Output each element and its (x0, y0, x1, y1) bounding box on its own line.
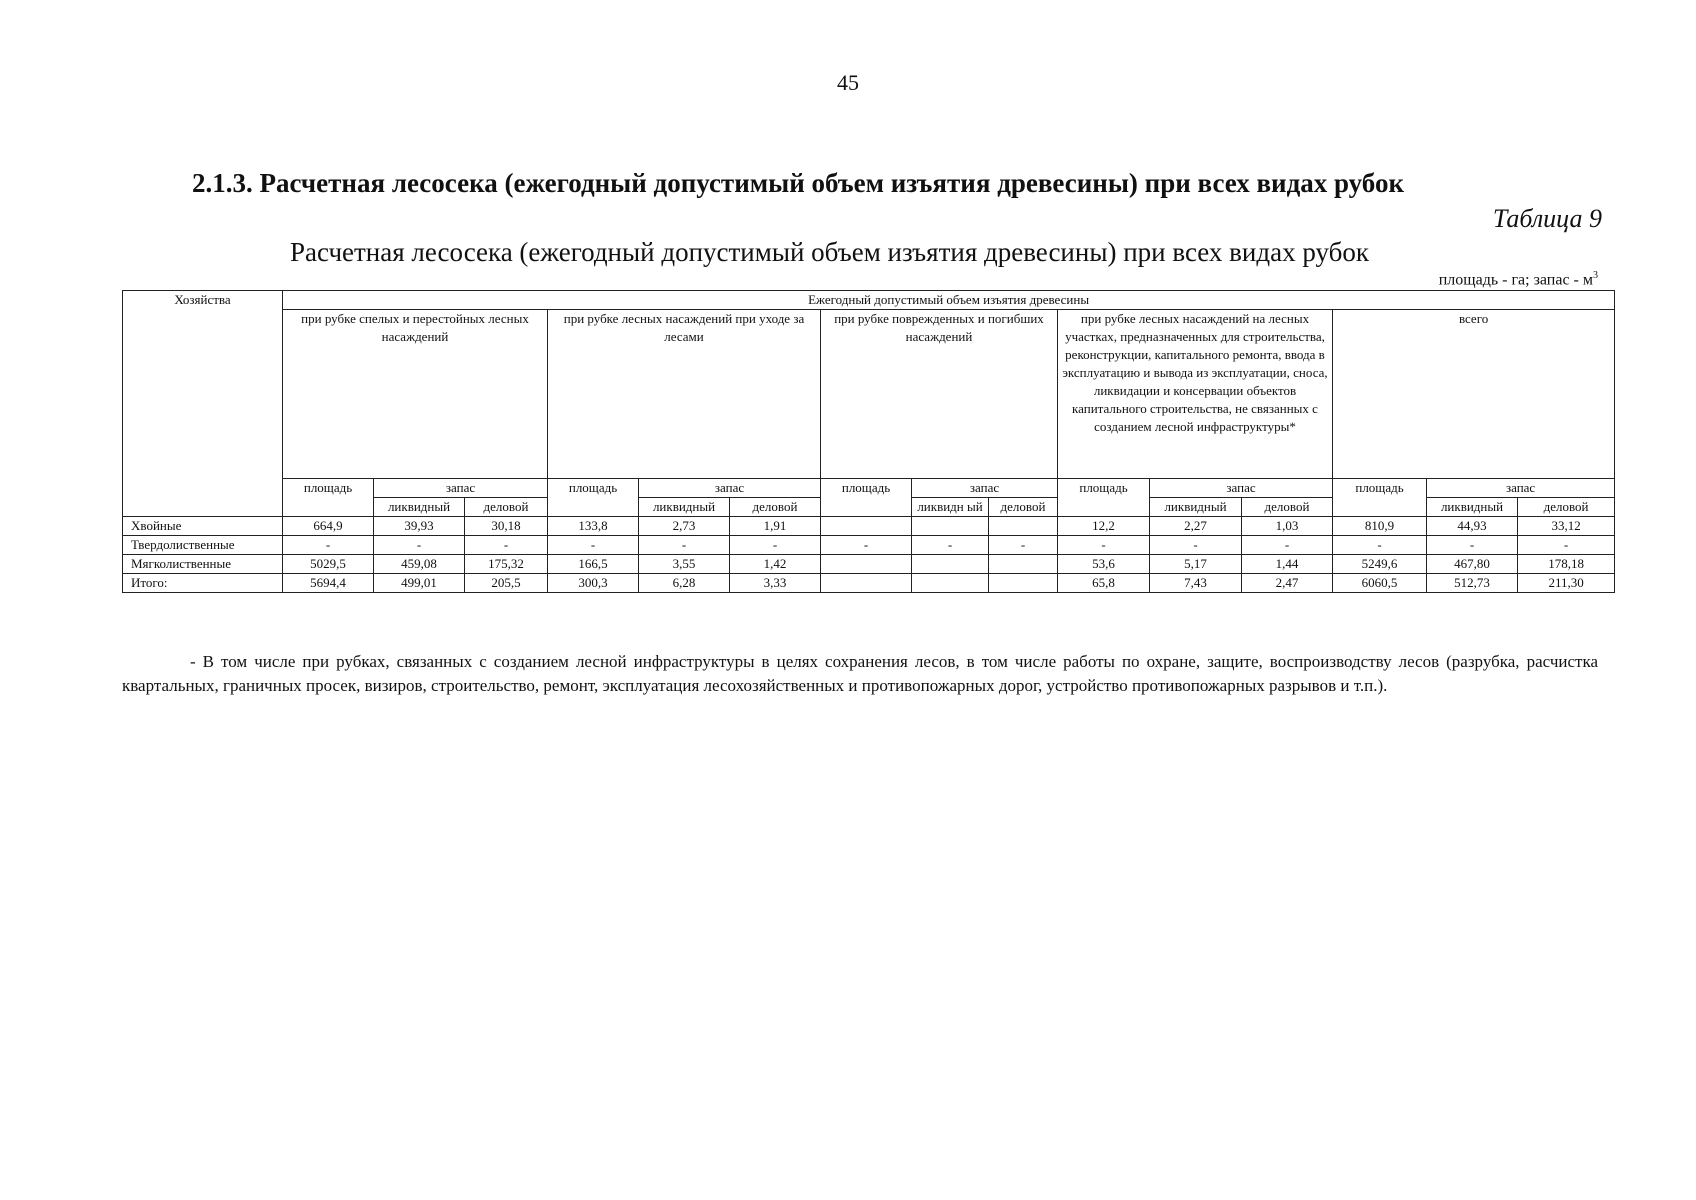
row-farm-name: Мягколиственные (123, 555, 283, 574)
table-cell: - (548, 536, 639, 555)
table-cell (912, 555, 989, 574)
header-group-construction: при рубке лесных насаждений на лесных участках, предназначенных для строительства, реконструкции, капитального ремонта, ввода в эксплуатацию и вывода из эксплуатации, сноса, ликвидации и консервации объектов капитального строительства, не связанных с созданием лесной инфраструктуры* (1058, 310, 1333, 479)
table-cell: 205,5 (465, 574, 548, 593)
table-cell (989, 517, 1058, 536)
table-cell: 175,32 (465, 555, 548, 574)
table-cell: 166,5 (548, 555, 639, 574)
table-cell: - (1150, 536, 1242, 555)
table-caption: Расчетная лесосека (ежегодный допустимый объем изъятия древесины) при всех видах рубок (290, 237, 1369, 267)
header-annual-volume: Ежегодный допустимый объем изъятия древесины (283, 291, 1615, 310)
header-row-main (123, 291, 1615, 310)
header-stock: запас (1427, 479, 1615, 498)
header-business: деловой (1242, 498, 1333, 517)
table-cell: 2,27 (1150, 517, 1242, 536)
table-cell: 39,93 (374, 517, 465, 536)
page-number: 45 (837, 70, 859, 95)
header-business: деловой (1518, 498, 1615, 517)
table-cell: 2,47 (1242, 574, 1333, 593)
header-stock: запас (639, 479, 821, 498)
table-cell: - (912, 536, 989, 555)
table-row (123, 574, 1615, 593)
table-cell: - (283, 536, 374, 555)
table-cell: - (374, 536, 465, 555)
table-cell: 1,44 (1242, 555, 1333, 574)
units-note (1439, 270, 1598, 289)
table-cell: - (730, 536, 821, 555)
table-cell: - (1518, 536, 1615, 555)
header-area: площадь (821, 479, 912, 517)
table-cell: 3,33 (730, 574, 821, 593)
row-farm-name: Итого: (123, 574, 283, 593)
table-cell: 664,9 (283, 517, 374, 536)
header-stock: запас (912, 479, 1058, 498)
table-cell: 53,6 (1058, 555, 1150, 574)
header-row-area-stock (123, 479, 1615, 498)
table-row (123, 536, 1615, 555)
table-cell: 6,28 (639, 574, 730, 593)
table-cell: - (821, 536, 912, 555)
table-cell: 65,8 (1058, 574, 1150, 593)
table-cell: 211,30 (1518, 574, 1615, 593)
header-liquid: ликвидный (639, 498, 730, 517)
table-cell (989, 555, 1058, 574)
header-liquid: ликвидный (1150, 498, 1242, 517)
table-cell: 33,12 (1518, 517, 1615, 536)
table-cell: - (1242, 536, 1333, 555)
header-stock: запас (374, 479, 548, 498)
header-area: площадь (548, 479, 639, 517)
table-cell (821, 517, 912, 536)
table-row (123, 517, 1615, 536)
table-label: Таблица 9 (1492, 204, 1602, 233)
units-note-text: площадь - га; запас - м (1438, 271, 1593, 289)
header-business: деловой (989, 498, 1058, 517)
header-business: деловой (730, 498, 821, 517)
table-cell: 2,73 (639, 517, 730, 536)
header-farms: Хозяйства (123, 291, 283, 517)
table-cell: 1,91 (730, 517, 821, 536)
table-cell: 12,2 (1058, 517, 1150, 536)
footnote: - В том числе при рубках, связанных с созданием лесной инфраструктуры в целях сохранения лесов, в том числе работы по охране, защите, воспроизводству лесов (разрубка, расчистка квартальных, граничных просек, визиров, строительство, ремонт, эксплуатация лесохозяйственных и противопожарных дорог, устройство противопожарных разрывов и т.п.). (122, 652, 1598, 695)
section-heading: 2.1.3. Расчетная лесосека (ежегодный допустимый объем изъятия древесины) при всех видах рубок (192, 168, 1405, 198)
header-group-care: при рубке лесных насаждений при уходе за лесами (548, 310, 821, 479)
table-cell: 5249,6 (1333, 555, 1427, 574)
allowable-cut-table (122, 290, 1615, 593)
table-cell: - (1058, 536, 1150, 555)
table-cell (989, 574, 1058, 593)
row-farm-name: Твердолиственные (123, 536, 283, 555)
table-cell: - (465, 536, 548, 555)
table-cell: 133,8 (548, 517, 639, 536)
table-cell: 810,9 (1333, 517, 1427, 536)
table-cell (821, 574, 912, 593)
table-cell: 6060,5 (1333, 574, 1427, 593)
table-cell: 44,93 (1427, 517, 1518, 536)
table-cell: 1,42 (730, 555, 821, 574)
table-cell (912, 517, 989, 536)
table-cell: 5029,5 (283, 555, 374, 574)
header-liquid: ликвидный (374, 498, 465, 517)
table-cell: 512,73 (1427, 574, 1518, 593)
table-cell: 3,55 (639, 555, 730, 574)
table-cell: 7,43 (1150, 574, 1242, 593)
table-cell: 5,17 (1150, 555, 1242, 574)
header-row-groups (123, 310, 1615, 479)
table-cell: 178,18 (1518, 555, 1615, 574)
table-cell: - (639, 536, 730, 555)
header-area: площадь (1058, 479, 1150, 517)
table-row (123, 555, 1615, 574)
header-liquid: ликвидн ый (912, 498, 989, 517)
table-body (123, 517, 1615, 593)
table-cell: - (1427, 536, 1518, 555)
header-business: деловой (465, 498, 548, 517)
table-cell (821, 555, 912, 574)
header-area: площадь (1333, 479, 1427, 517)
table-cell: 459,08 (374, 555, 465, 574)
header-area: площадь (283, 479, 374, 517)
table-cell: 499,01 (374, 574, 465, 593)
table-cell: - (1333, 536, 1427, 555)
row-farm-name: Хвойные (123, 517, 283, 536)
table-cell: 300,3 (548, 574, 639, 593)
header-group-total: всего (1333, 310, 1615, 479)
table-cell: 5694,4 (283, 574, 374, 593)
header-group-mature: при рубке спелых и перестойных лесных насаждений (283, 310, 548, 479)
table-cell: - (989, 536, 1058, 555)
units-note-superscript: 3 (1593, 270, 1598, 281)
table-cell: 30,18 (465, 517, 548, 536)
header-liquid: ликвидный (1427, 498, 1518, 517)
table-cell (912, 574, 989, 593)
table-cell: 1,03 (1242, 517, 1333, 536)
table-cell: 467,80 (1427, 555, 1518, 574)
header-group-damaged: при рубке поврежденных и погибших насаждений (821, 310, 1058, 479)
header-stock: запас (1150, 479, 1333, 498)
